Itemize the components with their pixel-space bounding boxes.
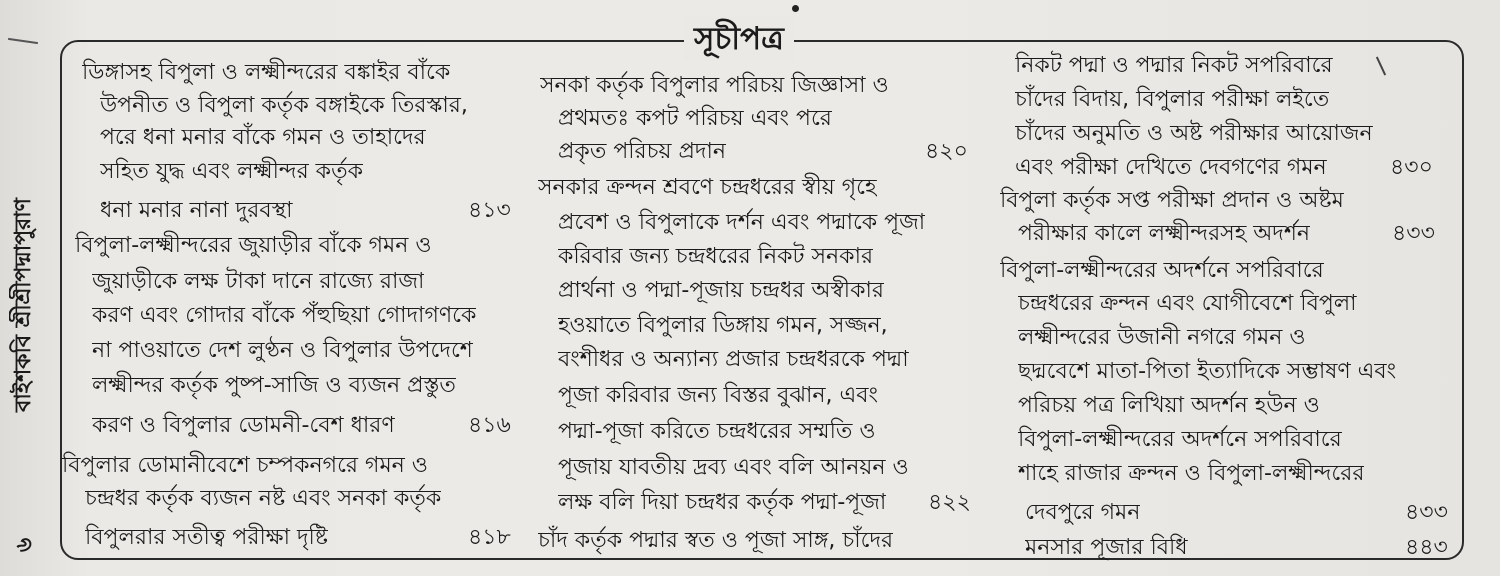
toc-page-number: ৪২২ <box>928 490 971 515</box>
toc-line: বিপুলার ডোমানীবেশে চম্পকনগরে গমন ও <box>62 453 428 478</box>
toc-page-number: ৪৩৩ <box>1392 221 1435 246</box>
toc-line: করণ ও বিপুলার ডোমনী-বেশ ধারণ <box>92 413 395 438</box>
toc-line: লক্ষ্মীন্দর কর্তৃক পুষ্প-সাজি ও ব্যজন প্রস্তুত <box>92 373 456 398</box>
toc-page-number: ৪১৬ <box>468 413 511 438</box>
ink-mark <box>8 38 38 44</box>
toc-page-number: ৪৩০ <box>1390 155 1433 180</box>
page-folio: ৬ <box>12 537 37 553</box>
toc-line: পরীক্ষার কালে লক্ষ্মীন্দরসহ অদর্শন <box>1018 221 1311 246</box>
running-head: বাইশকবি শ্রীশ্রীপদ্মাপুরাণ <box>11 198 36 412</box>
ink-mark <box>792 5 799 12</box>
toc-line: ছদ্মবেশে মাতা-পিতা ইত্যাদিকে সম্ভাষণ এবং <box>1018 359 1397 384</box>
toc-line: সহিত যুদ্ধ এবং লক্ষ্মীন্দর কর্তৃক <box>100 159 363 184</box>
toc-line: প্রবেশ ও বিপুলাকে দর্শন এবং পদ্মাকে পূজা <box>558 210 926 235</box>
page-title: সূচীপত্র <box>684 17 794 61</box>
toc-line: বংশীধর ও অন্যান্য প্রজার চন্দ্রধরকে পদ্মা <box>558 347 909 372</box>
toc-line: হওয়াতে বিপুলার ডিঙ্গায় গমন, সজ্জন, <box>558 313 888 338</box>
toc-line: বিপুলা কর্তৃক সপ্ত পরীক্ষা প্রদান ও অষ্টম <box>1000 188 1344 213</box>
toc-line: লক্ষ বলি দিয়া চন্দ্রধর কর্তৃক পদ্মা-পূজা <box>558 490 887 515</box>
toc-line: চাঁদের অনুমতি ও অষ্ট পরীক্ষার আয়োজন <box>1015 121 1373 146</box>
toc-page-number: ৪৪৩ <box>1405 535 1448 560</box>
toc-line: বিপুলরার সতীত্ব পরীক্ষা দৃষ্টি <box>85 525 328 550</box>
toc-line: সনকার ক্রন্দন শ্রবণে চন্দ্রধরের স্বীয় গৃহে <box>538 175 877 200</box>
toc-page-number: ৪১৩ <box>468 198 511 223</box>
toc-line: চন্দ্রধর কর্তৃক ব্যজন নষ্ট এবং সনকা কর্তৃক <box>85 486 442 511</box>
toc-line: চন্দ্রধরের ক্রন্দন এবং যোগীবেশে বিপুলা <box>1018 291 1357 316</box>
toc-line: করিবার জন্য চন্দ্রধরের নিকট সনকার <box>558 244 874 269</box>
toc-line: ডিঙ্গাসহ বিপুলা ও লক্ষ্মীন্দরের বঙ্কাইর বাঁকে <box>82 60 451 85</box>
toc-line: ধনা মনার নানা দুরবস্থা <box>100 198 293 223</box>
toc-line: প্রার্থনা ও পদ্মা-পূজায় চন্দ্রধর অস্বীকার <box>558 278 884 303</box>
toc-line: পূজা করিবার জন্য বিস্তর বুঝান, এবং <box>558 383 878 408</box>
toc-line: জুয়াড়ীকে লক্ষ টাকা দানে রাজ্যে রাজা <box>92 269 425 294</box>
toc-line: বিপুলা-লক্ষ্মীন্দরের জুয়াড়ীর বাঁকে গমন ও <box>75 233 432 258</box>
toc-line: নিকট পদ্মা ও পদ্মার নিকট সপরিবারে <box>1015 53 1333 78</box>
toc-line: সনকা কর্তৃক বিপুলার পরিচয় জিজ্ঞাসা ও <box>540 73 889 98</box>
toc-line: না পাওয়াতে দেশ লুণ্ঠন ও বিপুলার উপদেশে <box>92 338 473 363</box>
toc-line: শাহে রাজার ক্রন্দন ও বিপুলা-লক্ষ্মীন্দরের <box>1018 461 1365 486</box>
toc-line: মনসার পূজার বিধি <box>1025 535 1188 560</box>
toc-line: পরিচয় পত্র লিখিয়া অদর্শন হউন ও <box>1018 393 1320 418</box>
toc-line: চাঁদের বিদায়, বিপুলার পরীক্ষা লইতে <box>1015 87 1330 112</box>
toc-line: বিপুলা-লক্ষ্মীন্দরের অদর্শনে সপরিবারে <box>1000 258 1324 283</box>
toc-line: করণ এবং গোদার বাঁকে পঁহুছিয়া গোদাগণকে <box>92 303 477 328</box>
toc-line: দেবপুরে গমন <box>1025 500 1141 525</box>
toc-line: প্রথমতঃ কপট পরিচয় এবং পরে <box>558 106 832 131</box>
toc-line: পূজায় যাবতীয় দ্রব্য এবং বলি আনয়ন ও <box>558 455 909 480</box>
toc-line: প্রকৃত পরিচয় প্রদান <box>558 139 726 164</box>
toc-page-number: ৪৩৩ <box>1405 500 1448 525</box>
toc-line: বিপুলা-লক্ষ্মীন্দরের অদর্শনে সপরিবারে <box>1018 427 1342 452</box>
toc-line: পদ্মা-পূজা করিতে চন্দ্রধরের সম্মতি ও <box>558 419 876 444</box>
toc-line: উপনীত ও বিপুলা কর্তৃক বঙ্গাইকে তিরস্কার, <box>100 93 468 118</box>
toc-line: পরে ধনা মনার বাঁকে গমন ও তাহাদের <box>100 125 426 150</box>
toc-page-number: ৪২০ <box>925 139 968 164</box>
toc-line: চাঁদ কর্তৃক পদ্মার স্বত ও পূজা সাঙ্গ, চাঁদের <box>538 528 894 553</box>
toc-line: লক্ষ্মীন্দরের উজানী নগরে গমন ও <box>1018 325 1306 350</box>
toc-page-number: ৪১৮ <box>468 525 511 550</box>
toc-line: এবং পরীক্ষা দেখিতে দেবগণের গমন <box>1015 155 1327 180</box>
